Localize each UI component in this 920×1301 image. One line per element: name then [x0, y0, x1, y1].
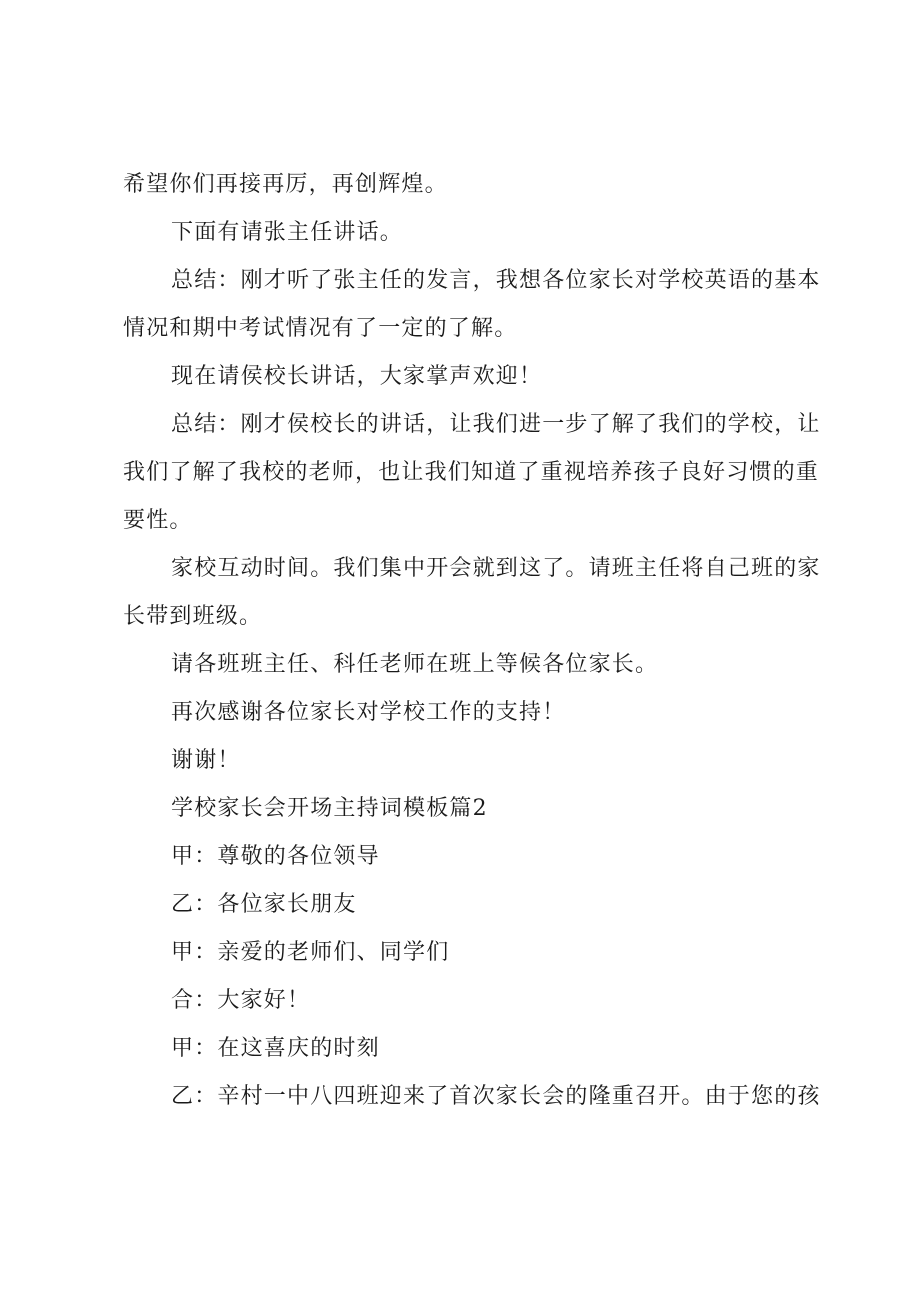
- dialogue-line-6: 乙：辛村一中八四班迎来了首次家长会的隆重召开。由于您的孩: [171, 1084, 821, 1109]
- paragraph-7: 请各班班主任、科任老师在班上等候各位家长。: [171, 652, 659, 677]
- paragraph-9: 谢谢！: [171, 748, 241, 773]
- dialogue-line-1: 甲：尊敬的各位领导: [171, 844, 380, 869]
- paragraph-6: 家校互动时间。我们集中开会就到这了。请班主任将自己班的家长带到班级。: [123, 556, 821, 629]
- dialogue-line-5: 甲：在这喜庆的时刻: [171, 1036, 380, 1061]
- paragraph-2: 下面有请张主任讲话。: [171, 220, 404, 245]
- paragraph-3: 总结：刚才听了张主任的发言，我想各位家长对学校英语的基本情况和期中考试情况有了一定的了解。: [123, 268, 821, 341]
- paragraph-5: 总结：刚才侯校长的讲话，让我们进一步了解了我们的学校，让我们了解了我校的老师，也让我们知道了重视培养孩子良好习惯的重要性。: [123, 412, 821, 533]
- paragraph-4: 现在请侯校长讲话，大家掌声欢迎！: [171, 364, 543, 389]
- document-body: [123, 161, 823, 1121]
- dialogue-line-2: 乙：各位家长朋友: [171, 892, 357, 917]
- section-heading: 学校家长会开场主持词模板篇2: [171, 796, 488, 821]
- paragraph-8: 再次感谢各位家长对学校工作的支持！: [171, 700, 566, 725]
- dialogue-line-3: 甲：亲爱的老师们、同学们: [171, 940, 450, 965]
- paragraph-1: 希望你们再接再厉，再创辉煌。: [123, 172, 448, 197]
- dialogue-line-4: 合：大家好！: [171, 988, 311, 1013]
